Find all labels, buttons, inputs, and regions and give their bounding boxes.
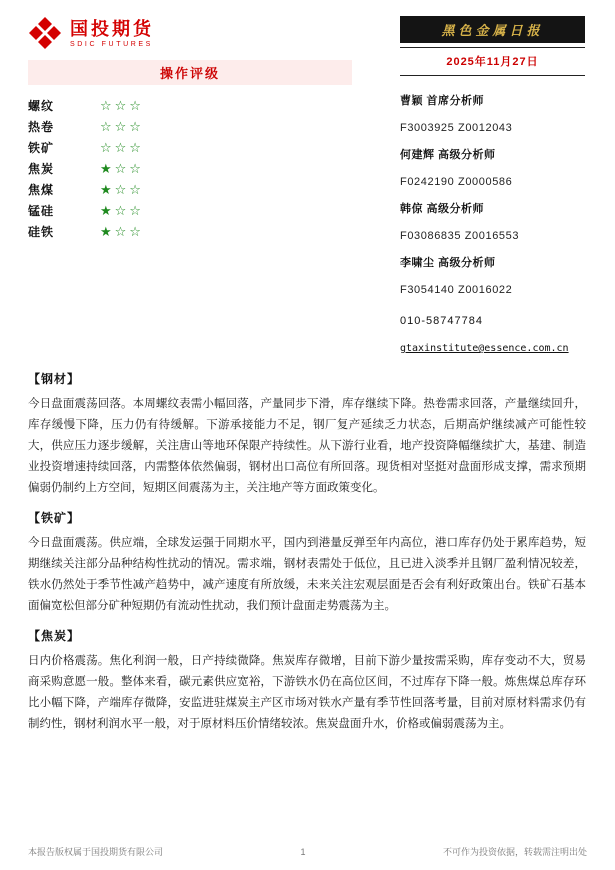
rating-list bbox=[28, 95, 352, 242]
rating-header bbox=[28, 60, 352, 85]
star-rating: ★☆☆ bbox=[100, 224, 144, 239]
logo-text bbox=[70, 19, 154, 48]
analyst-codes: F0242190 Z0000586 bbox=[400, 176, 513, 188]
section-heading: 【钢材】 bbox=[28, 372, 81, 386]
rating-row bbox=[28, 158, 352, 179]
report-date: 2025年11月27日 bbox=[446, 56, 539, 68]
rating-row bbox=[28, 137, 352, 158]
analyst-name: 韩倞 高级分析师 bbox=[400, 203, 485, 215]
report-section bbox=[28, 627, 586, 735]
rating-row bbox=[28, 200, 352, 221]
footer-disclaimer: 不可作为投资依据，转载需注明出处 bbox=[442, 847, 587, 857]
rating-row bbox=[28, 116, 352, 137]
sdic-logo-icon bbox=[28, 16, 62, 50]
star-rating: ☆☆☆ bbox=[100, 140, 144, 155]
analyst-list bbox=[400, 88, 600, 304]
report-title: 黑色金属日报 bbox=[441, 23, 544, 38]
star-rating: ★☆☆ bbox=[100, 161, 144, 176]
footer-copyright: 本报告版权属于国投期货有限公司 bbox=[28, 847, 164, 857]
commodity-name: 热卷 bbox=[28, 120, 55, 134]
section-body: 日内价格震荡。焦化利润一般，日产持续微降。焦炭库存微增，目前下游少量按需采购，库存变动不大，贸易商采购意愿一般。整体来看，碳元素供应宽裕，下游铁水仍在高位区间，不过库存下降一般。炼焦煤总库存环比小幅下降，产端库存微降，安监进驻煤炭主产区市场对铁水产量有季节性回落考量，目前对原材料需求仍有制约性，钢材利润水平一般，对于原材料压价情绪较浓。焦炭盘面升水，价格或偏弱震荡为主。 bbox=[28, 655, 586, 730]
logo-name-cn: 国投期货 bbox=[70, 18, 154, 39]
rating-row bbox=[28, 95, 352, 116]
commodity-name: 锰硅 bbox=[28, 204, 55, 218]
commodity-name: 铁矿 bbox=[28, 141, 55, 155]
section-body: 今日盘面震荡回落。本周螺纹表需小幅回落，产量同步下滑，库存继续下降。热卷需求回落，产量继续回升，库存缓慢下降，压力仍有待缓解。下游承接能力不足，钢厂复产延续乏力状态，后期高炉继续减产可能性较大，供应压力逐步缓解，关注唐山等地环保限产持续性。从下游行业看，地产投资降幅继续扩大，基建、制造业投资增速持续回落，内需整体依然偏弱，钢材出口高位有所回落。现货相对坚挺对盘面形成支撑，需求预期偏弱仍制约上方空间，短期区间震荡为主，关注地产等方面政策变化。 bbox=[28, 398, 586, 494]
page-footer bbox=[28, 845, 587, 858]
analyst-codes: F03086835 Z0016553 bbox=[400, 230, 520, 242]
contact-block bbox=[400, 308, 600, 362]
commodity-name: 硅铁 bbox=[28, 225, 55, 239]
analyst-codes: F3054140 Z0016022 bbox=[400, 284, 513, 296]
report-date-strip bbox=[400, 47, 585, 76]
report-section bbox=[28, 509, 586, 617]
commodity-name: 焦炭 bbox=[28, 162, 55, 176]
analyst-codes: F3003925 Z0012043 bbox=[400, 122, 513, 134]
star-rating: ★☆☆ bbox=[100, 182, 144, 197]
commodity-name: 焦煤 bbox=[28, 183, 55, 197]
contact-email[interactable]: gtaxinstitute@essence.com.cn bbox=[400, 343, 569, 354]
report-sections bbox=[28, 360, 586, 745]
star-rating: ★☆☆ bbox=[100, 203, 144, 218]
section-body: 今日盘面震荡。供应端，全球发运强于同期水平，国内到港量反弹至年内高位，港口库存仍处于累库趋势，短期继续关注部分品种结构性扰动的情况。需求端，钢材表需处于低位，且已进入淡季并且钢厂盈利情况较差，铁水仍然处于季节性减产趋势中，减产速度有所放缓，未来关注宏观层面是否会有利好政策出台。铁矿石基本面偏宽松但部分矿种短期仍有流动性扰动，我们预计盘面走势震荡为主。 bbox=[28, 537, 586, 612]
rating-row bbox=[28, 221, 352, 242]
section-heading: 【焦炭】 bbox=[28, 629, 81, 643]
footer-page-number: 1 bbox=[300, 846, 306, 857]
analyst-name: 李啸尘 高级分析师 bbox=[400, 257, 496, 269]
report-title-banner bbox=[400, 16, 585, 43]
section-heading: 【铁矿】 bbox=[28, 511, 81, 525]
star-rating: ☆☆☆ bbox=[100, 98, 144, 113]
rating-row bbox=[28, 179, 352, 200]
commodity-name: 螺纹 bbox=[28, 99, 55, 113]
analyst-name: 何建辉 高级分析师 bbox=[400, 149, 496, 161]
logo-name-en: SDIC FUTURES bbox=[70, 40, 153, 48]
company-logo bbox=[28, 16, 154, 50]
analyst-name: 曹颖 首席分析师 bbox=[400, 95, 485, 107]
report-section bbox=[28, 370, 586, 499]
rating-title: 操作评级 bbox=[159, 66, 220, 81]
contact-phone: 010-58747784 bbox=[400, 315, 483, 327]
star-rating: ☆☆☆ bbox=[100, 119, 144, 134]
